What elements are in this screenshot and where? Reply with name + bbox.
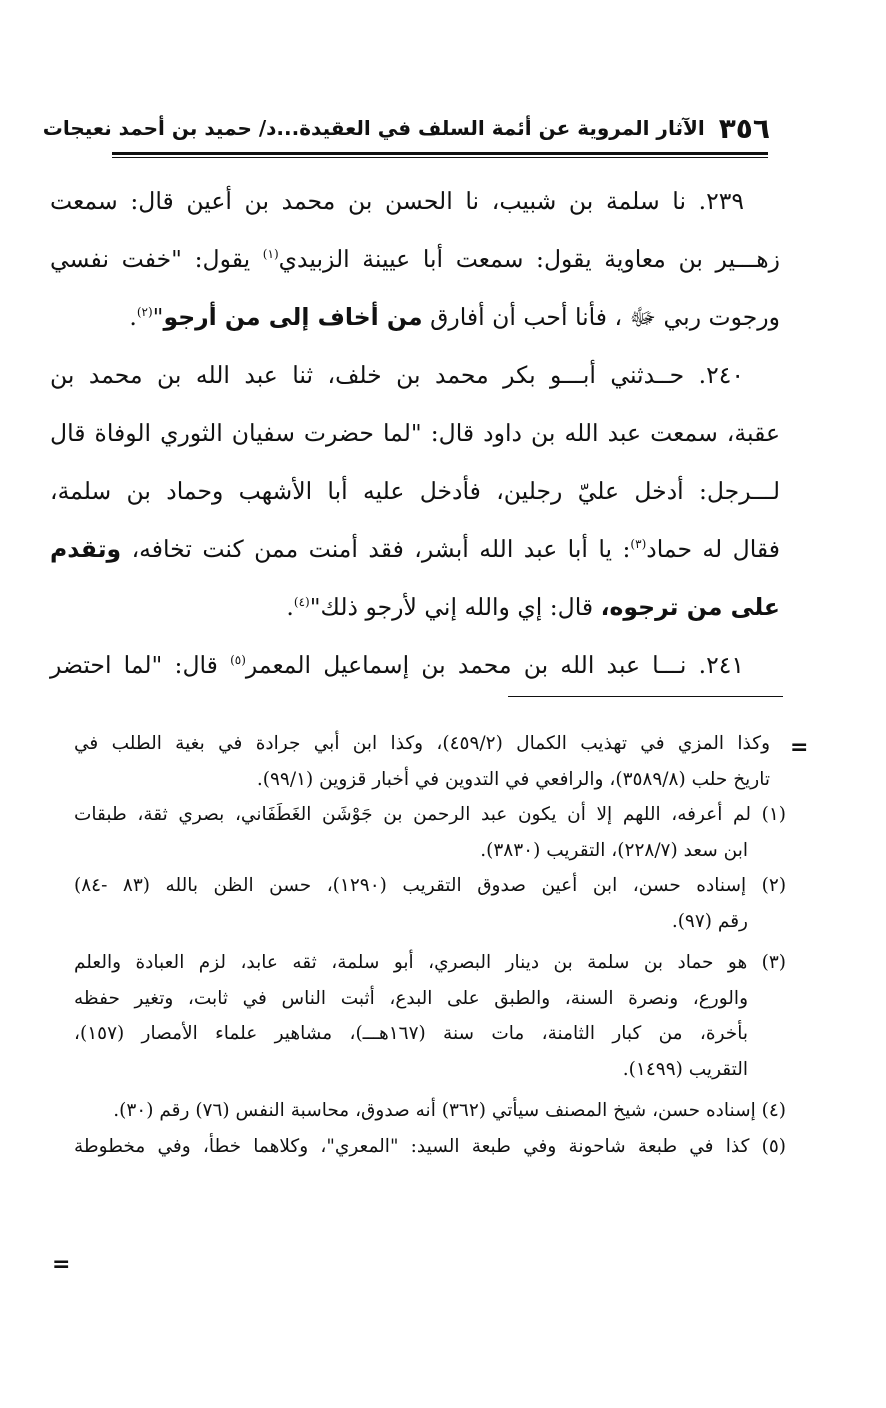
punctuation: . bbox=[129, 303, 137, 331]
page-header bbox=[42, 106, 770, 150]
footnote-ref: (٥) bbox=[230, 653, 246, 668]
text-line bbox=[50, 172, 780, 230]
footnote-line: رقم (٩٧). bbox=[671, 910, 748, 932]
text-line-content: لـــرجل: أدخل عليّ رجلين، فأدخل عليه أبا الأشهب وحماد بن سلمة، bbox=[50, 477, 780, 505]
text-line bbox=[50, 520, 780, 578]
main-text bbox=[50, 172, 780, 694]
header-rule bbox=[112, 152, 768, 155]
footnote-line: (٤) إسناده حسن، شيخ المصنف سيأتي (٣٦٢) أنه صدوق، محاسبة النفس (٧٦) رقم (٣٠). bbox=[113, 1100, 786, 1121]
footnote-line: (١) لم أعرفه، اللهم إلا أن يكون عبد الرحمن بن جَوْشَن الغَطَفَاني، بصري ثقة، طبقات bbox=[74, 804, 786, 825]
text-line bbox=[50, 346, 780, 404]
footnote-line: وكذا المزي في تهذيب الكمال (٤٥٩/٢)، وكذا ابن أبي جرادة في بغية الطلب في bbox=[74, 733, 770, 754]
punctuation: . bbox=[286, 593, 294, 621]
text-line-content: زهـــير بن معاوية يقول: سمعت أبا عيينة الزبيدي bbox=[278, 245, 781, 273]
bold-phrase: على من ترجوه، bbox=[600, 593, 780, 621]
text-line-content: قال: "لما احتضر bbox=[50, 651, 231, 679]
footnote-ref: (٢) bbox=[136, 305, 153, 320]
bold-phrase: وتقدم bbox=[50, 535, 122, 563]
footnote-line: تاريخ حلب (٣٥٨٩/٨)، والرافعي في التدوين في أخبار قزوين (٩٩/١). bbox=[256, 768, 770, 790]
footnote-line: بأخرة، من كبار الثامنة، مات سنة (١٦٧هـــ)، مشاهير علماء الأمصار (١٥٧)، bbox=[74, 1023, 749, 1044]
text-line bbox=[50, 230, 780, 288]
footnote-line: ابن سعد (٢٢٨/٧)، التقريب (٣٨٣٠). bbox=[480, 839, 748, 861]
text-line-content: : يا أبا عبد الله أبشر، فقد أمنت ممن كنت تخافه، bbox=[121, 535, 631, 563]
text-line-content: ٢٤٠. حــدثني أبـــو بكر محمد بن خلف، ثنا عبد الله بن محمد بن bbox=[50, 361, 744, 389]
header-rule-thin bbox=[112, 157, 768, 158]
footnote-line: (٣) هو حماد بن سلمة بن دينار البصري، أبو سلمة، ثقه عابد، لزم العبادة والعلم bbox=[74, 952, 786, 973]
continuation-mark: = bbox=[52, 1252, 71, 1277]
footnote-line: (٢) إسناده حسن، ابن أعين صدوق التقريب (١٢٩٠)، حسن الظن بالله (٨٣ -٨٤) bbox=[74, 875, 787, 896]
quote-mark: " bbox=[152, 303, 164, 331]
text-line bbox=[50, 404, 780, 462]
continuation-mark: = bbox=[790, 735, 809, 760]
text-line bbox=[50, 462, 780, 520]
footnote-line: والورع، ونصرة السنة، والطبق على البدع، أثبت الناس في ثابت، وتغير حفظه bbox=[74, 987, 748, 1009]
bold-phrase: من أخاف إلى من أرجو bbox=[163, 303, 423, 331]
footnotes bbox=[74, 726, 786, 1164]
text-line bbox=[50, 578, 780, 636]
page-number: ٣٥٦ bbox=[718, 111, 770, 145]
footnote-line: (٥) كذا في طبعة شاحونة وفي طبعة السيد: "المعري"، وكلاهما خطأ، وفي مخطوطة bbox=[74, 1135, 786, 1157]
text-line-content: يقول: "خفت نفسي bbox=[50, 245, 263, 273]
text-line bbox=[50, 288, 780, 346]
text-line bbox=[50, 636, 780, 694]
text-line-content: ٢٣٩. نا سلمة بن شبيب، نا الحسن بن محمد بن أعين قال: سمعت bbox=[50, 187, 744, 215]
text-line-content: فقال له حماد bbox=[646, 535, 780, 563]
footnote-separator bbox=[508, 696, 783, 697]
running-title: الآثار المروية عن أئمة السلف في العقيدة...د/ حميد بن أحمد نعيجات bbox=[42, 116, 705, 140]
text-line-content: ورجوت ربي ﷻ ، فأنا أحب أن أفارق bbox=[430, 303, 780, 331]
text-line-content: عقبة، سمعت عبد الله بن داود قال: "لما حضرت سفيان الثوري الوفاة قال bbox=[50, 419, 780, 447]
text-line-content: قال: إي والله إني لأرجو ذلك" bbox=[309, 593, 601, 621]
text-line-content: ٢٤١. نـــا عبد الله بن محمد بن إسماعيل المعمر bbox=[245, 651, 744, 679]
footnote-line: التقريب (١٤٩٩). bbox=[622, 1058, 748, 1080]
footnote-ref: (٣) bbox=[630, 537, 647, 552]
footnote-ref: (٤) bbox=[293, 595, 310, 610]
footnote-ref: (١) bbox=[262, 247, 279, 262]
